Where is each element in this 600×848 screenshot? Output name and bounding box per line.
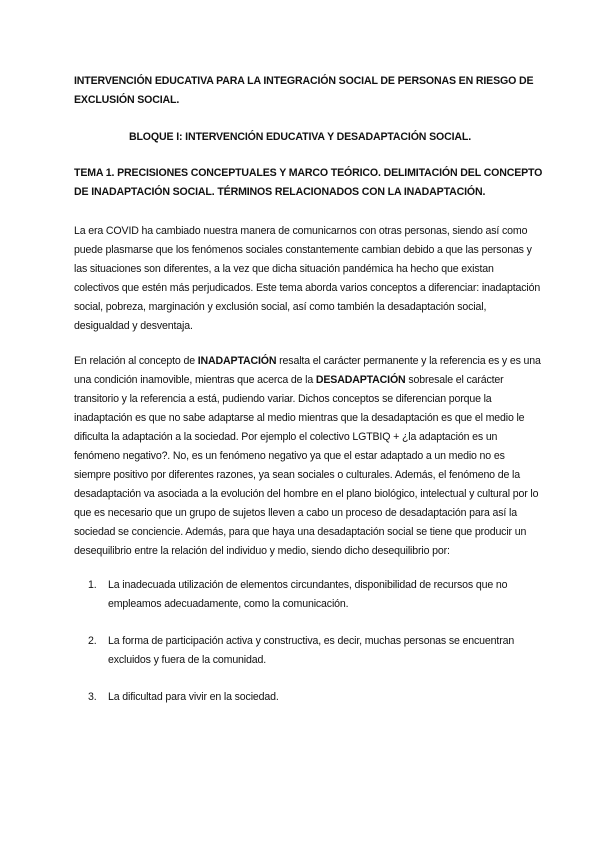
text-line: transitorio y la referencia a está, pudiendo variar. Dichos conceptos se diferencian porque la [74, 393, 492, 405]
text-line: inadaptación es que no sabe adaptarse al medio mientras que la desadaptación es que el medio le [74, 412, 525, 424]
document-title [74, 72, 533, 110]
text-line: La dificultad para vivir en la sociedad. [108, 691, 279, 703]
text-line: La era COVID ha cambiado nuestra manera de comunicarnos con otras personas, siendo así como [74, 225, 528, 237]
list-item [74, 576, 534, 614]
text-line: que es necesario que un grupo de sujetos lleven a cabo un proceso de desadaptación para así la [74, 507, 517, 519]
text-line: social, pobreza, marginación y exclusión social, así como también la desadaptación social, [74, 301, 487, 313]
text-line: desequilibrio entre la relación del individuo y medio, siendo dicho desequilibrio por: [74, 545, 450, 557]
text-span: En relación al concepto de [74, 355, 198, 367]
text-line [74, 352, 541, 371]
title-line: EXCLUSIÓN SOCIAL. [74, 94, 180, 106]
paragraph-intro [74, 222, 540, 336]
text-line: La inadecuada utilización de elementos circundantes, disponibilidad de recursos que no [108, 579, 508, 591]
numbered-list [74, 576, 534, 725]
text-line: La forma de participación activa y constructiva, es decir, muchas personas se encuentran [108, 635, 515, 647]
text-line [74, 371, 541, 390]
text-line: colectivos que estén más perjudicados. Este tema aborda varios conceptos a diferenciar: inadaptación [74, 282, 541, 294]
text-line: desigualdad y desventaja. [74, 320, 193, 332]
list-item [74, 688, 534, 707]
text-line: las situaciones son diferentes, a la vez que dicha situación pandémica ha hecho que existan [74, 263, 494, 275]
title-line: INTERVENCIÓN EDUCATIVA PARA LA INTEGRACIÓN SOCIAL DE PERSONAS EN RIESGO DE [74, 75, 534, 87]
text-span: resalta el carácter permanente y la referencia es y es una [276, 355, 541, 367]
list-item-text [108, 688, 534, 707]
list-item [74, 632, 534, 670]
bloque-heading: BLOQUE I: INTERVENCIÓN EDUCATIVA Y DESADAPTACIÓN SOCIAL. [128, 131, 471, 143]
text-line: empleamos adecuadamente, como la comunicación. [108, 598, 349, 610]
text-line: sociedad se conciencie. Además, para que haya una desadaptación social se tiene que producir un [74, 526, 527, 538]
text-line: puede plasmarse que los fenómenos sociales constantemente cambian debido a que las personas y [74, 244, 532, 256]
tema-line: TEMA 1. PRECISIONES CONCEPTUALES Y MARCO TEÓRICO. DELIMITACIÓN DEL CONCEPTO [74, 167, 543, 179]
text-line: excluidos y fuera de la comunidad. [108, 654, 267, 666]
list-item-text [108, 632, 534, 670]
text-line: dificulta la adaptación a la sociedad. Por ejemplo el colectivo LGTBIQ + ¿la adaptación es un [74, 431, 498, 443]
list-number: 2. [88, 635, 97, 647]
text-span: una condición inamovible, mientras que acerca de la [74, 374, 316, 386]
text-line: fenómeno negativo?. No, es un fenómeno negativo ya que el estar adaptado a un medio no es [74, 450, 505, 462]
text-span: sobresale el carácter [405, 374, 504, 386]
text-line: desadaptación va asociada a la evolución del hombre en el plano biológico, intelectual y cultural por lo [74, 488, 539, 500]
tema-heading [74, 164, 542, 202]
list-item-text [108, 576, 534, 614]
tema-line: DE INADAPTACIÓN SOCIAL. TÉRMINOS RELACIONADOS CON LA INADAPTACIÓN. [74, 186, 486, 198]
list-number: 1. [88, 579, 97, 591]
list-number: 3. [88, 691, 97, 703]
term-desadaptacion: DESADAPTACIÓN [315, 374, 406, 386]
text-line: siempre positivo por diferentes razones, ya sean sociales o culturales. Además, el fenómeno de la [74, 469, 520, 481]
term-inadaptacion: INADAPTACIÓN [197, 355, 277, 367]
paragraph-concepts [74, 352, 541, 561]
